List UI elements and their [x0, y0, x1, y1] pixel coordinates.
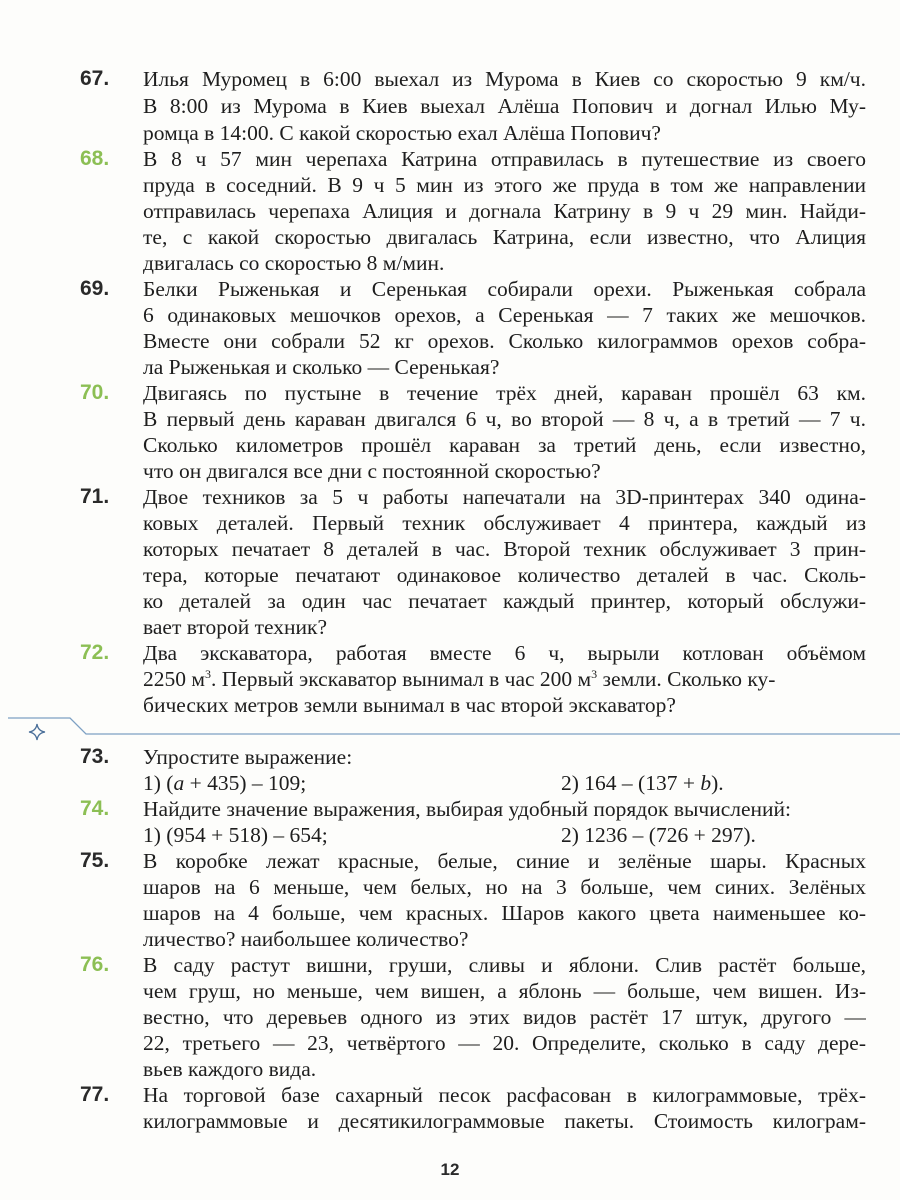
- problem-number: 73.: [80, 745, 110, 768]
- problem-line: вестно, что деревьев одного из этих видов растёт 17 штук, другого —: [143, 1005, 866, 1029]
- expression-row: [143, 822, 866, 848]
- problem-line: килограммовые и десятикилограммовые пакеты. Стоимость килограм-: [143, 1109, 866, 1133]
- problem-number: 70.: [80, 381, 110, 404]
- problem-line: те, с какой скоростью двигалась Катрина, если известно, что Алиция: [143, 225, 866, 249]
- problem-number: 72.: [80, 641, 110, 664]
- problem-line: Белки Рыженькая и Серенькая собирали орехи. Рыженькая собрала: [143, 277, 866, 301]
- problem-number: 71.: [80, 485, 110, 508]
- text-fragment: 2250 м: [143, 667, 205, 691]
- problem-line: бических метров земли вынимал в час второй экскаватор?: [143, 693, 676, 717]
- problem-line: двигалась со скоростью 8 м/мин.: [143, 251, 445, 275]
- problem-line-volume: [143, 666, 866, 692]
- problem-number: 76.: [80, 953, 110, 976]
- problem-line: ко деталей за один час печатает каждый принтер, который обслужи-: [143, 589, 866, 613]
- problem-line: которых печатает 8 деталей в час. Второй техник обслуживает 3 прин-: [143, 537, 866, 561]
- expression-1: 1) (a + 435) – 109;: [143, 771, 307, 795]
- problem-line: Найдите значение выражения, выбирая удобный порядок вычислений:: [143, 797, 792, 821]
- problem-line: ромца в 14:00. С какой скоростью ехал Алёша Попович?: [143, 121, 661, 145]
- problem-number: 68.: [80, 147, 110, 170]
- problem-line: тера, которые печатают одинаковое количество деталей в час. Сколь-: [143, 563, 866, 587]
- page-number: 12: [440, 1160, 460, 1179]
- problem-line: В коробке лежат красные, белые, синие и зелёные шары. Красных: [143, 849, 866, 873]
- problem-line: На торговой базе сахарный песок расфасован в килограммовые, трёх-: [143, 1083, 866, 1107]
- problem-line: В саду растут вишни, груши, сливы и яблони. Слив растёт больше,: [143, 953, 866, 977]
- problem-line: Упростите выражение:: [143, 745, 353, 769]
- problem-line: чем груш, но меньше, чем вишен, а яблонь — больше, чем вишен. Из-: [143, 979, 866, 1003]
- superscript: 3: [204, 666, 211, 681]
- problem-line: 22, третьего — 23, четвёртого — 20. Определите, сколько в саду дере-: [143, 1031, 866, 1055]
- problem-line: ковых деталей. Первый техник обслуживает 4 принтера, каждый из: [143, 511, 866, 535]
- problem-number: 69.: [80, 277, 110, 300]
- problem-line: ла Рыженькая и сколько — Серенькая?: [143, 355, 500, 379]
- problem-line: пруда в соседний. В 9 ч 5 мин из этого же пруда в том же направлении: [143, 173, 866, 197]
- expression-1: 1) (954 + 518) – 654;: [143, 823, 328, 847]
- problem-line: В первый день караван двигался 6 ч, во второй — 8 ч, а в третий — 7 ч.: [143, 407, 866, 431]
- problem-line: шаров на 6 меньше, чем белых, но на 3 больше, чем синих. Зелёных: [143, 875, 866, 899]
- text-fragment: . Первый экскаватор вынимал в час 200 м: [210, 667, 592, 691]
- problem-line: Илья Муромец в 6:00 выехал из Мурома в Киев со скоростью 9 км/ч.: [143, 67, 866, 91]
- problem-line: вает второй техник?: [143, 615, 327, 639]
- problem-line: 6 одинаковых мешочков орехов, а Серенькая — 7 таких же мешочков.: [143, 303, 866, 327]
- expression-row: [143, 770, 866, 796]
- problem-line: шаров на 4 больше, чем красных. Шаров какого цвета наименьшее ко-: [143, 901, 866, 925]
- problem-number: 67.: [80, 67, 110, 90]
- problem-line: Двое техников за 5 ч работы напечатали на 3D-принтерах 340 одина-: [143, 485, 866, 509]
- problem-line: Вместе они собрали 52 кг орехов. Сколько килограммов орехов собра-: [143, 329, 866, 353]
- problem-line: что он двигался все дни с постоянной скоростью?: [143, 459, 601, 483]
- divider-line: [8, 718, 900, 734]
- problem-line: Два экскаватора, работая вместе 6 ч, вырыли котлован объёмом: [143, 641, 866, 665]
- problem-line: В 8:00 из Мурома в Киев выехал Алёша Попович и догнал Илью Му-: [143, 94, 866, 118]
- section-divider: [0, 706, 900, 746]
- problem-number: 77.: [80, 1083, 110, 1106]
- problem-line: отправилась черепаха Алиция и догнала Катрину в 9 ч 29 мин. Найди-: [143, 199, 866, 223]
- problem-line: личество? наибольшее количество?: [143, 927, 469, 951]
- expression-2: 2) 1236 – (726 + 297).: [561, 823, 756, 847]
- problem-number: 74.: [80, 797, 110, 820]
- problem-line: В 8 ч 57 мин черепаха Катрина отправилась в путешествие из своего: [143, 147, 866, 171]
- superscript: 3: [591, 666, 598, 681]
- problem-line: Сколько километров прошёл караван за третий день, если известно,: [143, 433, 866, 457]
- problem-line: вьев каждого вида.: [143, 1057, 317, 1081]
- problem-line: Двигаясь по пустыне в течение трёх дней, караван прошёл 63 км.: [143, 381, 866, 405]
- expression-2: 2) 164 – (137 + b).: [561, 771, 724, 795]
- sparkle-icon: [29, 724, 45, 740]
- problem-number: 75.: [80, 849, 110, 872]
- text-fragment: земли. Сколько ку-: [597, 667, 776, 691]
